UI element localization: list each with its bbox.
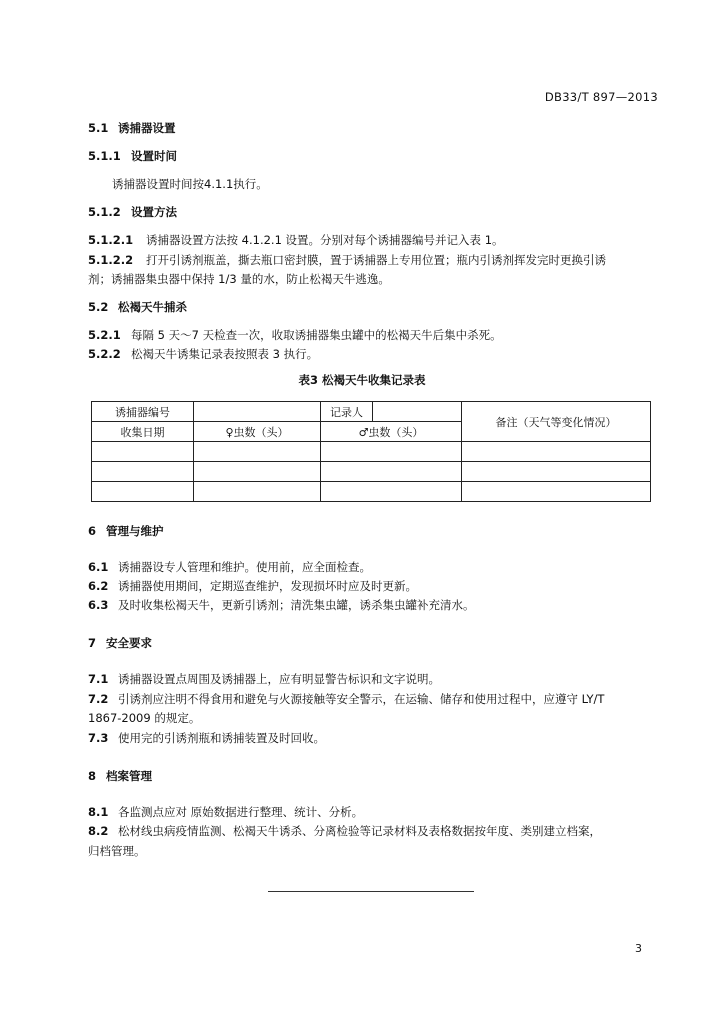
section-8-heading <box>88 765 152 787</box>
section-number: 6 <box>88 524 97 538</box>
table-cell <box>321 442 462 462</box>
section-number: 5.1.2.1 <box>88 233 134 247</box>
paragraph-text: 诱捕器设置方法按 4.1.2.1 设置。分别对每个诱捕器编号并记入表 1。 <box>146 233 504 247</box>
male-count-header: ♂虫数（头） <box>321 422 462 442</box>
section-title: 诱捕器设置 <box>118 121 176 135</box>
section-number: 7.2 <box>88 692 109 706</box>
section-6-3 <box>88 594 475 616</box>
section-number: 6.1 <box>88 560 109 574</box>
paragraph-text-line1: 松材线虫病疫情监测、松褐天牛诱杀、分离检验等记录材料及表格数据按年度、类别建立档案， <box>118 824 601 838</box>
date-header: 收集日期 <box>92 422 194 442</box>
section-5-2-2 <box>88 343 318 365</box>
paragraph-text: 诱捕器设置点周围及诱捕器上，应有明显警告标识和文字说明。 <box>118 672 440 686</box>
section-7-heading <box>88 632 152 654</box>
section-number: 8 <box>88 769 97 783</box>
section-number: 5.1.2 <box>88 205 121 219</box>
table-cell <box>321 462 462 482</box>
section-5-1-2-1 <box>88 229 504 251</box>
section-number: 7.3 <box>88 731 109 745</box>
paragraph-text: 松褐天牛诱集记录表按照表 3 执行。 <box>131 347 319 361</box>
section-7-2-line2: 1867-2009 的规定。 <box>88 711 201 725</box>
table-row <box>92 402 651 422</box>
section-7-1 <box>88 668 440 690</box>
paragraph-text: 各监测点应对 原始数据进行整理、统计、分析。 <box>118 805 364 819</box>
section-title: 设置时间 <box>131 149 177 163</box>
table-cell <box>462 442 651 462</box>
section-5-1-1-text: 诱捕器设置时间按4.1.1执行。 <box>112 177 268 191</box>
table-cell <box>462 462 651 482</box>
paragraph-text-line1: 打开引诱剂瓶盖，撕去瓶口密封膜，置于诱捕器上专用位置；瓶内引诱剂挥发完时更换引诱 <box>146 253 606 267</box>
section-number: 6.2 <box>88 579 109 593</box>
paragraph-text: 及时收集松褐天牛，更新引诱剂；清洗集虫罐，诱杀集虫罐补充清水。 <box>118 598 475 612</box>
section-number: 5.1.2.2 <box>88 253 134 267</box>
section-number: 6.3 <box>88 598 109 612</box>
section-number: 5.2 <box>88 300 109 314</box>
page-number: 3 <box>635 942 642 955</box>
table-cell <box>92 442 194 462</box>
recorder-header: 记录人 <box>321 402 373 422</box>
section-5-1-2-2-line2: 剂；诱捕器集虫器中保持 1/3 量的水，防止松褐天牛逃逸。 <box>88 272 390 286</box>
table-cell <box>194 442 321 462</box>
section-title: 档案管理 <box>106 769 152 783</box>
section-number: 7 <box>88 636 97 650</box>
section-5-1-heading <box>88 117 176 139</box>
section-8-2 <box>88 820 601 842</box>
section-5-2-heading <box>88 296 187 318</box>
trap-number-cell <box>194 402 321 422</box>
section-number: 5.2.1 <box>88 328 121 342</box>
end-divider <box>268 891 474 892</box>
section-title: 设置方法 <box>131 205 177 219</box>
table-caption: 表3 松褐天牛收集记录表 <box>298 373 426 387</box>
trap-number-header: 诱捕器编号 <box>92 402 194 422</box>
section-number: 8.2 <box>88 824 109 838</box>
section-number: 7.1 <box>88 672 109 686</box>
table-row <box>92 482 651 502</box>
section-number: 5.1.1 <box>88 149 121 163</box>
table-cell <box>462 482 651 502</box>
section-5-1-1-heading <box>88 145 177 167</box>
section-5-1-2-heading <box>88 201 177 223</box>
standard-code: DB33/T 897—2013 <box>544 90 658 104</box>
section-6-heading <box>88 520 164 542</box>
section-number: 8.1 <box>88 805 109 819</box>
table-cell <box>321 482 462 502</box>
remarks-header: 备注（天气等变化情况） <box>462 402 651 442</box>
table-cell <box>194 462 321 482</box>
table-cell <box>92 482 194 502</box>
table-row <box>92 442 651 462</box>
table-row <box>92 462 651 482</box>
table-cell <box>194 482 321 502</box>
section-title: 管理与维护 <box>106 524 164 538</box>
section-8-2-line2: 归档管理。 <box>88 844 146 858</box>
female-count-header: ♀虫数（头） <box>194 422 321 442</box>
section-title: 安全要求 <box>106 636 152 650</box>
table-cell <box>92 462 194 482</box>
paragraph-text: 使用完的引诱剂瓶和诱捕装置及时回收。 <box>118 731 325 745</box>
paragraph-text: 每隔 5 天～7 天检查一次，收取诱捕器集虫罐中的松褐天牛后集中杀死。 <box>131 328 502 342</box>
recorder-cell <box>373 402 462 422</box>
collection-record-table <box>91 401 651 502</box>
section-number: 5.1 <box>88 121 109 135</box>
paragraph-text: 诱捕器设专人管理和维护。使用前，应全面检查。 <box>118 560 371 574</box>
paragraph-text: 诱捕器使用期间，定期巡查维护，发现损坏时应及时更新。 <box>118 579 417 593</box>
section-7-3 <box>88 727 325 749</box>
section-title: 松褐天牛捕杀 <box>118 300 187 314</box>
paragraph-text-line1: 引诱剂应注明不得食用和避免与火源接触等安全警示，在运输、储存和使用过程中，应遵守 LY/T <box>118 692 605 706</box>
section-number: 5.2.2 <box>88 347 121 361</box>
